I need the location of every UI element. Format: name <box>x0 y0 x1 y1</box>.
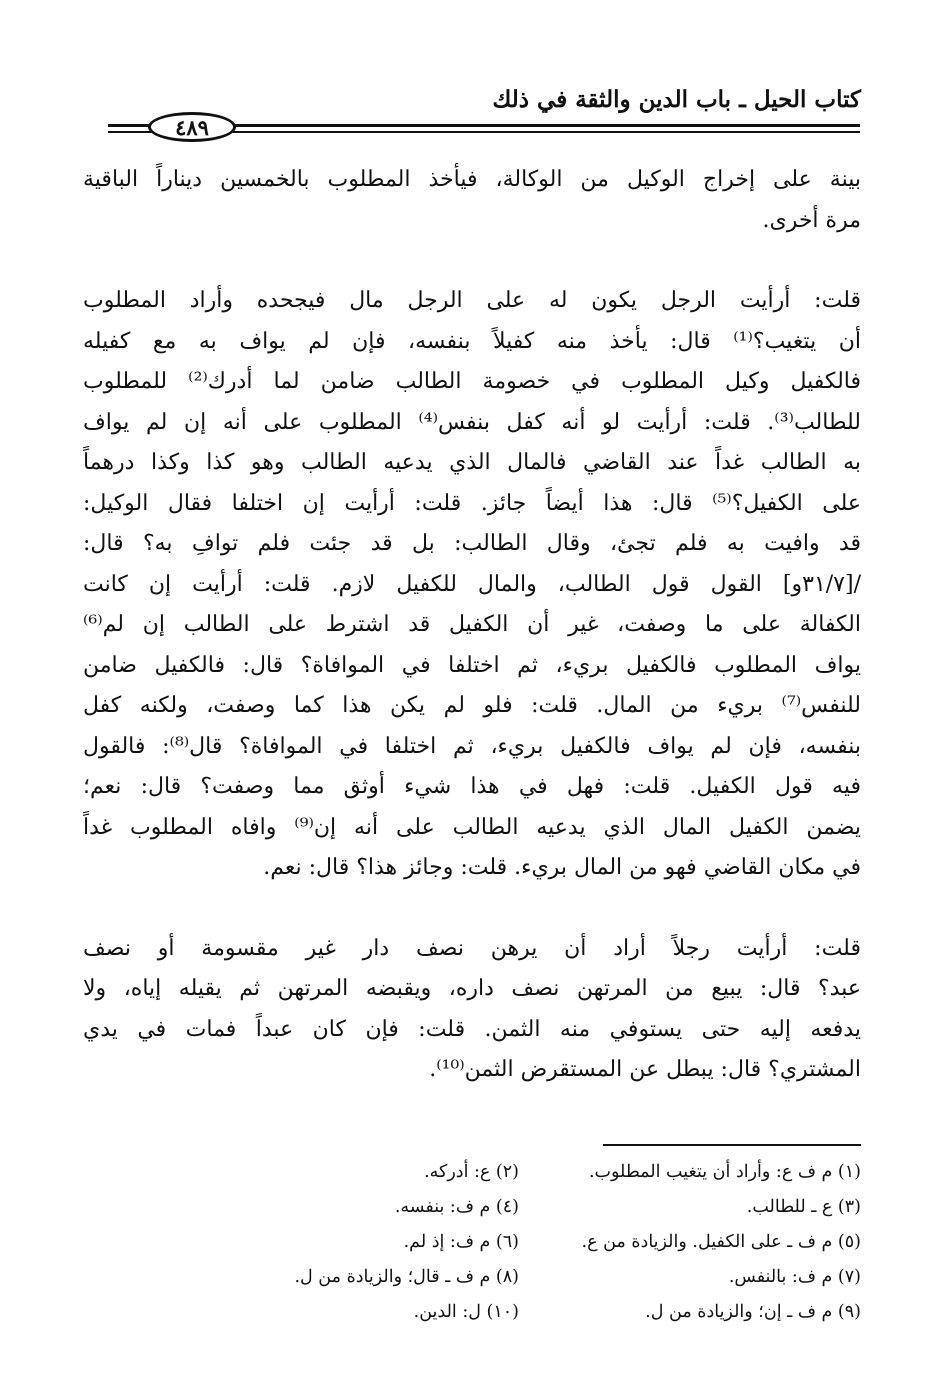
text-line: على الكفيل؟⁽⁵⁾ قال: هذا أيضاً جائز. قلت: أرأيت إن اختلفا فقال الوكيل: <box>83 490 861 516</box>
text-line: في مكان القاضي فهو من المال بريء. قلت: وجائز هذا؟ قال: نعم. <box>263 855 861 880</box>
page-number-badge <box>148 112 236 142</box>
footnote: (١) م ف ع: وأراد أن يتغيب المطلوب. <box>588 1162 861 1182</box>
footnote: (٩) م ف ـ إن؛ والزيادة من ل. <box>645 1302 861 1322</box>
footnote: (٤) م ف: بنفسه. <box>394 1197 519 1217</box>
footnote-separator <box>603 1144 861 1146</box>
text-line: مرة أخرى. <box>762 207 861 233</box>
text-line: /[٣١/٧و] القول قول الطالب، والمال للكفيل لازم. قلت: أرأيت إن كانت <box>83 571 861 597</box>
main-text <box>83 160 861 1091</box>
footnote: (٨) م ف ـ قال؛ والزيادة من ل. <box>294 1267 519 1287</box>
text-line: المشتري؟ قال: يبطل عن المستقرض الثمن⁽¹⁰⁾. <box>429 1057 861 1082</box>
text-line: الكفالة على ما وصفت، غير أن الكفيل قد اشترط على الطالب إن لم⁽⁶⁾ <box>83 612 861 637</box>
footnote: (٣) ع ـ للطالب. <box>746 1197 861 1217</box>
text-line: للنفس⁽⁷⁾ بريء من المال. قلت: فلو لم يكن هذا كما وصفت، ولكنه كفل <box>83 693 861 718</box>
footnotes <box>261 1155 861 1330</box>
text-line: قلت: أرأيت الرجل يكون له على الرجل مال فيجحده وأراد المطلوب <box>83 288 861 313</box>
text-line: يواف المطلوب فالكفيل بريء، ثم اختلفا في الموافاة؟ قال: فالكفيل ضامن <box>83 652 861 678</box>
page-number: ٤٨٩ <box>175 114 209 140</box>
text-line: بينة على إخراج الوكيل من الوكالة، فيأخذ المطلوب بالخمسين ديناراً الباقية <box>83 167 861 192</box>
paragraph <box>83 160 861 241</box>
paragraph-gap <box>83 889 861 929</box>
paragraph <box>83 929 861 1091</box>
running-header-title: كتاب الحيل ـ باب الدين والثقة في ذلك <box>492 86 861 113</box>
footnote: (٢) ع: أدركه. <box>424 1162 519 1182</box>
footnote: (٦) م ف: إذ لم. <box>403 1232 519 1252</box>
paragraph <box>83 281 861 889</box>
text-line: به الطالب غداً عند القاضي فالمال الذي يدعيه الطالب وهو كذا وكذا درهماً <box>83 450 861 475</box>
text-line: يدفعه إليه حتى يستوفي منه الثمن. قلت: فإن كان عبداً فمات في يدي <box>83 1016 861 1042</box>
footnote: (٥) م ف ـ على الكفيل. والزيادة من ع. <box>581 1232 861 1252</box>
text-line: فالكفيل وكيل المطلوب في خصومة الطالب ضامن لما أدرك⁽²⁾ للمطلوب <box>83 369 861 394</box>
text-line: قد وافيت به فلم تجئ، وقال الطالب: بل قد جئت فلم توافِ به؟ قال: <box>83 531 861 556</box>
text-line: قلت: أرأيت رجلاً أراد أن يرهن نصف دار غير مقسومة أو نصف <box>83 935 861 961</box>
text-line: يضمن الكفيل المال الذي يدعيه الطالب على أنه إن⁽⁹⁾ وافاه المطلوب غداً <box>83 814 861 840</box>
text-line: أن يتغيب؟⁽¹⁾ قال: يأخذ منه كفيلاً بنفسه، فإن لم يواف به مع كفيله <box>83 328 861 354</box>
text-line: بنفسه، فإن لم يواف فالكفيل بريء، ثم اختلفا في الموافاة؟ قال⁽⁸⁾: فالقول <box>83 733 861 759</box>
footnote: (٧) م ف: بالنفس. <box>728 1267 861 1287</box>
footnote: (١٠) ل: الدين. <box>413 1302 519 1322</box>
text-line: للطالب⁽³⁾. قلت: أرأيت لو أنه كفل بنفس⁽⁴⁾ المطلوب على أنه إن لم يواف <box>83 409 861 435</box>
text-line: فيه قول الكفيل. قلت: فهل في هذا شيء أوثق مما وصفت؟ قال: نعم؛ <box>83 774 861 799</box>
text-line: عبد؟ قال: يبيع من المرتهن نصف داره، ويقبضه المرتهن ثم يقيله إياه، ولا <box>83 976 861 1001</box>
paragraph-gap <box>83 241 861 281</box>
